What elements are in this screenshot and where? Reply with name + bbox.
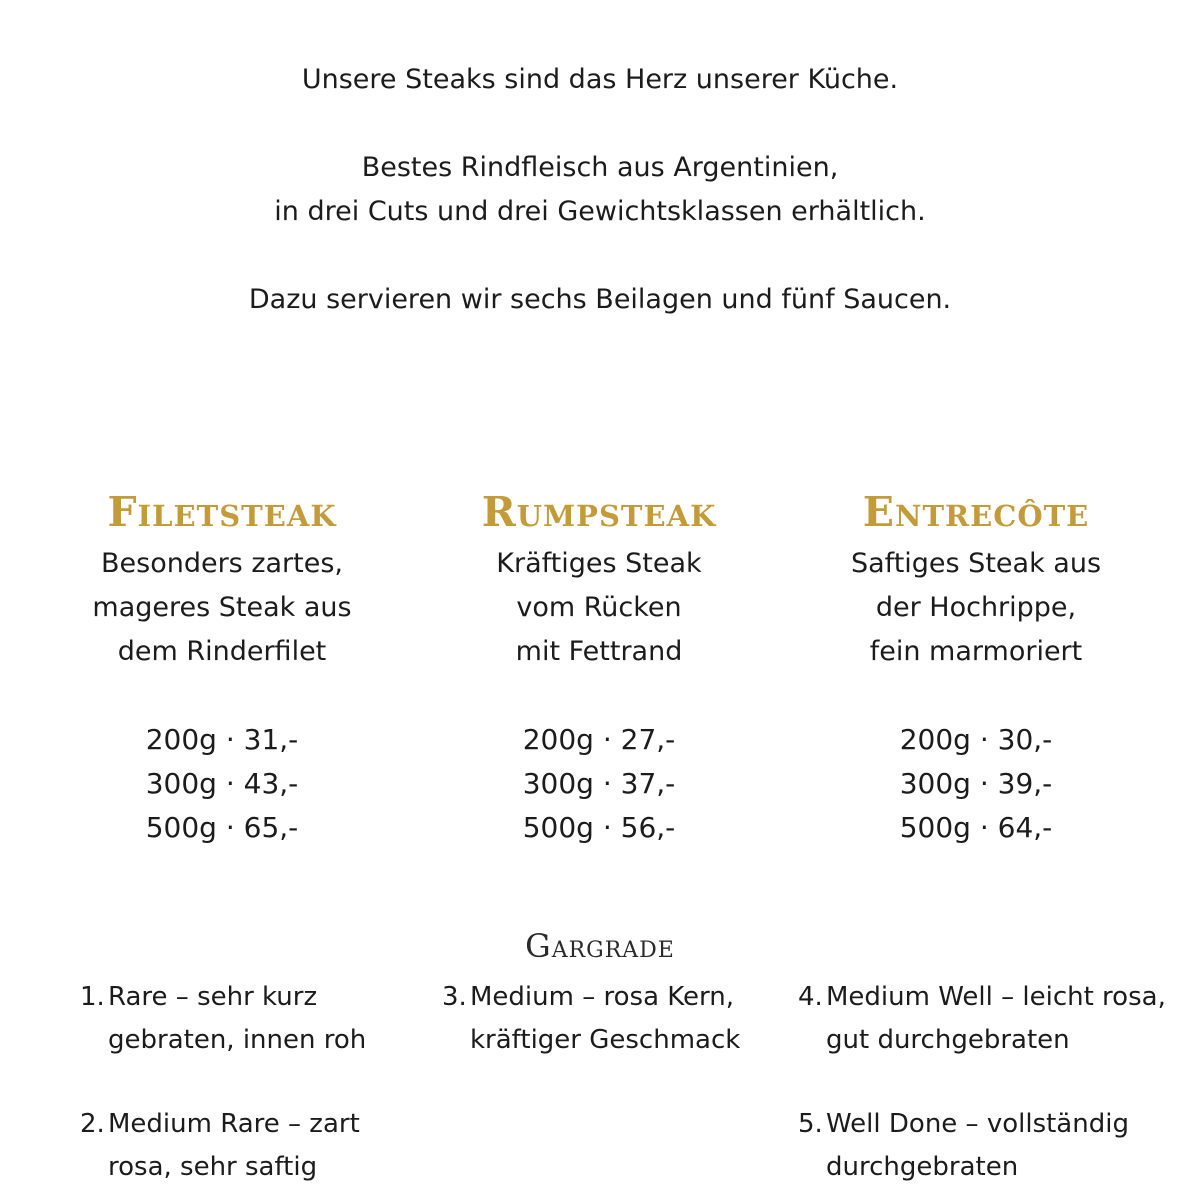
price-item: 300g · 37,-: [522, 767, 676, 800]
doneness-item: [798, 976, 1166, 1062]
intro-line: Unsere Steaks sind das Herz unserer Küche.: [301, 64, 899, 95]
intro-text: [0, 58, 1200, 322]
cut-description-line: der Hochrippe,: [875, 592, 1077, 623]
cut-description-line: Besonders zartes,: [101, 548, 343, 579]
cut-filetsteak: [22, 486, 422, 850]
price-item: 300g · 39,-: [899, 767, 1053, 800]
doneness-line: Medium – rosa Kern,: [470, 982, 734, 1012]
doneness-line: kräftiger Geschmack: [470, 1025, 741, 1055]
doneness-text: [108, 1103, 360, 1189]
price-item: 500g · 65,-: [145, 811, 299, 844]
doneness-line: Well Done – vollständig: [826, 1109, 1129, 1139]
price-list: [22, 718, 422, 850]
doneness-number: 2.: [80, 1109, 105, 1139]
doneness-text: [108, 976, 366, 1062]
cut-description-line: vom Rücken: [516, 592, 682, 623]
doneness-item: [442, 976, 740, 1062]
doneness-number: 4.: [798, 982, 823, 1012]
doneness-text: [826, 1103, 1129, 1189]
intro-line: in drei Cuts und drei Gewichtsklassen erhältlich.: [274, 196, 926, 227]
intro-paragraph: [0, 146, 1200, 234]
intro-line: Dazu servieren wir sechs Beilagen und fünf Saucen.: [248, 284, 952, 315]
cut-description-line: mageres Steak aus: [92, 592, 352, 623]
cut-description: [776, 542, 1176, 674]
price-item: 500g · 64,-: [899, 811, 1053, 844]
doneness-text: [826, 976, 1166, 1062]
cut-title: Entrecôte: [862, 488, 1090, 536]
doneness-line: gut durchgebraten: [826, 1025, 1070, 1055]
cut-entrecote: [776, 486, 1176, 850]
price-item: 200g · 27,-: [522, 723, 676, 756]
price-list: [399, 718, 799, 850]
doneness-number: 3.: [442, 982, 467, 1012]
price-item: 500g · 56,-: [522, 811, 676, 844]
price-item: 200g · 31,-: [145, 723, 299, 756]
doneness-number: 5.: [798, 1109, 823, 1139]
cut-rumpsteak: [399, 486, 799, 850]
doneness-line: Rare – sehr kurz: [108, 982, 318, 1012]
price-item: 300g · 43,-: [145, 767, 299, 800]
cut-description-line: dem Rinderfilet: [117, 636, 327, 667]
doneness-line: Medium Rare – zart: [108, 1109, 360, 1139]
doneness-title: Gargrade: [525, 927, 675, 965]
doneness-item: [798, 1103, 1129, 1189]
cut-description: [399, 542, 799, 674]
doneness-line: rosa, sehr saftig: [108, 1152, 318, 1182]
cut-description-line: Saftiges Steak aus: [850, 548, 1102, 579]
doneness-line: durchgebraten: [826, 1152, 1019, 1182]
price-list: [776, 718, 1176, 850]
doneness-item: [80, 976, 366, 1062]
doneness-line: gebraten, innen roh: [108, 1025, 367, 1055]
doneness-text: [470, 976, 740, 1062]
intro-line: Bestes Rindfleisch aus Argentinien,: [361, 152, 839, 183]
doneness-line: Medium Well – leicht rosa,: [826, 982, 1166, 1012]
cut-description: [22, 542, 422, 674]
price-item: 200g · 30,-: [899, 723, 1053, 756]
doneness-item: [80, 1103, 360, 1189]
cut-description-line: Kräftiges Steak: [496, 548, 702, 579]
doneness-number: 1.: [80, 982, 105, 1012]
cut-description-line: fein marmoriert: [869, 636, 1083, 667]
cut-description-line: mit Fettrand: [515, 636, 683, 667]
cut-title: Rumpsteak: [481, 488, 717, 536]
cut-title: Filetsteak: [107, 488, 337, 536]
